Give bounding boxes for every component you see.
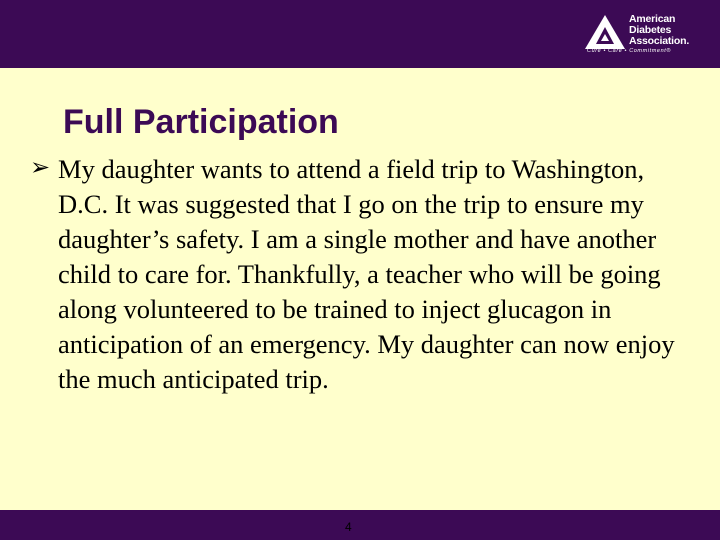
ada-triangle-logo-icon — [584, 14, 626, 50]
page-number: 4 — [345, 520, 352, 534]
logo-wordmark — [629, 14, 689, 47]
ada-logo — [584, 12, 714, 58]
slide-title: Full Participation — [63, 103, 339, 141]
bullet-text: My daughter wants to attend a field trip to Washington, D.C. It was suggested that I go on the trip to ensure my daughter’s safety. I am a single mother and have another child to care for. Thankfully, a teacher who will be going along volunteered to be trained to inject glucagon in anticipation of an emergency. My daughter can now enjoy the much anticipated trip. — [58, 154, 675, 394]
logo-line-2: Diabetes — [629, 24, 672, 36]
arrow-bullet-icon: ➢ — [30, 153, 51, 181]
logo-line-3: Association. — [629, 35, 690, 47]
header-bar — [0, 0, 720, 68]
footer-bar — [0, 510, 720, 540]
logo-line-1: American — [629, 13, 676, 25]
logo-tagline: Cure • Care • Commitment® — [587, 48, 672, 54]
